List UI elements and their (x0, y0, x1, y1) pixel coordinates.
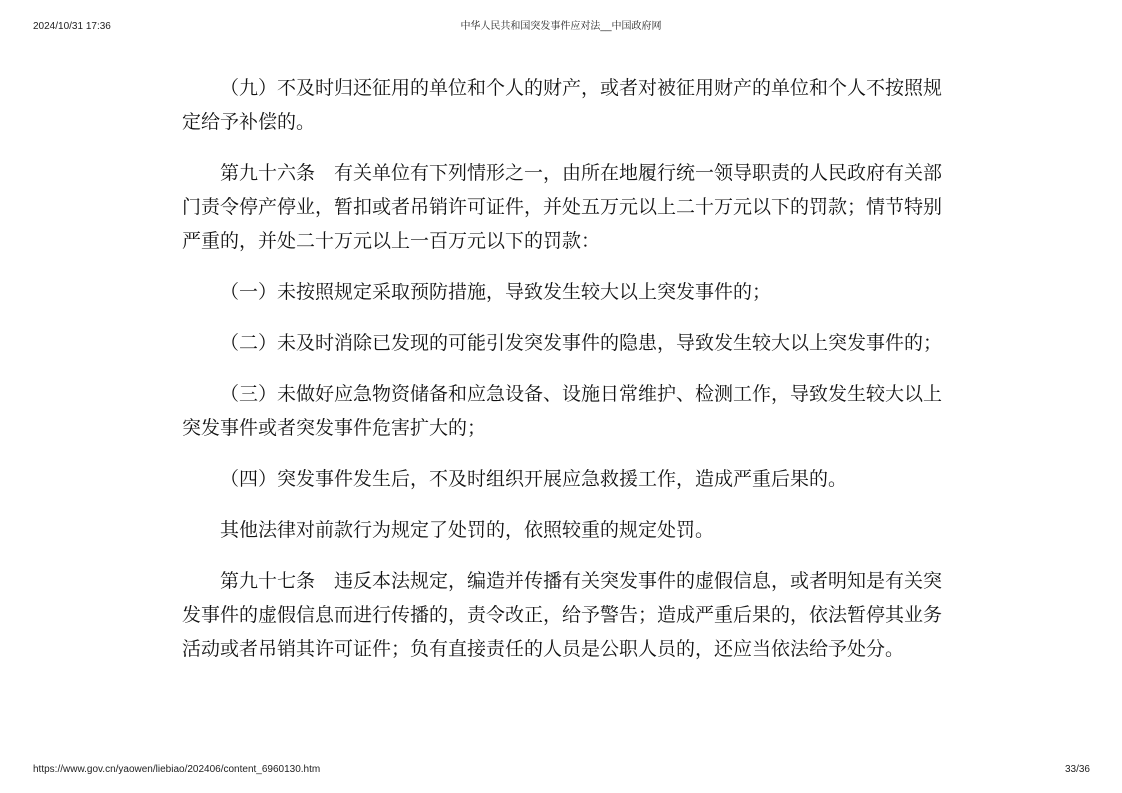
source-url: https://www.gov.cn/yaowen/liebiao/202406/content_6960130.htm (33, 764, 321, 775)
paragraph-item-4: （四）突发事件发生后，不及时组织开展应急救援工作，造成严重后果的。 (220, 468, 848, 490)
paragraph-article-96: 第九十六条 有关单位有下列情形之一，由所在地履行统一领导职责的人民政府有关部门责令停产停业，暂扣或者吊销许可证件，并处五万元以上二十万元以下的罚款；情节特别严重的，并处二十万元以上一百万元以下的罚款： (182, 162, 943, 252)
document-body (182, 71, 942, 683)
page-number: 33/36 (1064, 764, 1090, 775)
page-title: 中华人民共和国突发事件应对法__中国政府网 (460, 21, 662, 32)
paragraph-item-2: （二）未及时消除已发现的可能引发突发事件的隐患，导致发生较大以上突发事件的； (220, 332, 943, 354)
paragraph-item-3: （三）未做好应急物资储备和应急设备、设施日常维护、检测工作，导致发生较大以上突发事件或者突发事件危害扩大的； (182, 383, 943, 439)
paragraph-article-97: 第九十七条 违反本法规定，编造并传播有关突发事件的虚假信息，或者明知是有关突发事件的虚假信息而进行传播的，责令改正，给予警告；造成严重后果的，依法暂停其业务活动或者吊销其许可证件；负有直接责任的人员是公职人员的，还应当依法给予处分。 (182, 570, 943, 660)
print-datetime: 2024/10/31 17:36 (33, 21, 111, 32)
paragraph-item-1: （一）未按照规定采取预防措施，导致发生较大以上突发事件的； (220, 281, 772, 303)
paragraph-item-9: （九）不及时归还征用的单位和个人的财产，或者对被征用财产的单位和个人不按照规定给予补偿的。 (182, 77, 943, 133)
paragraph-other-laws: 其他法律对前款行为规定了处罚的，依照较重的规定处罚。 (220, 519, 715, 541)
